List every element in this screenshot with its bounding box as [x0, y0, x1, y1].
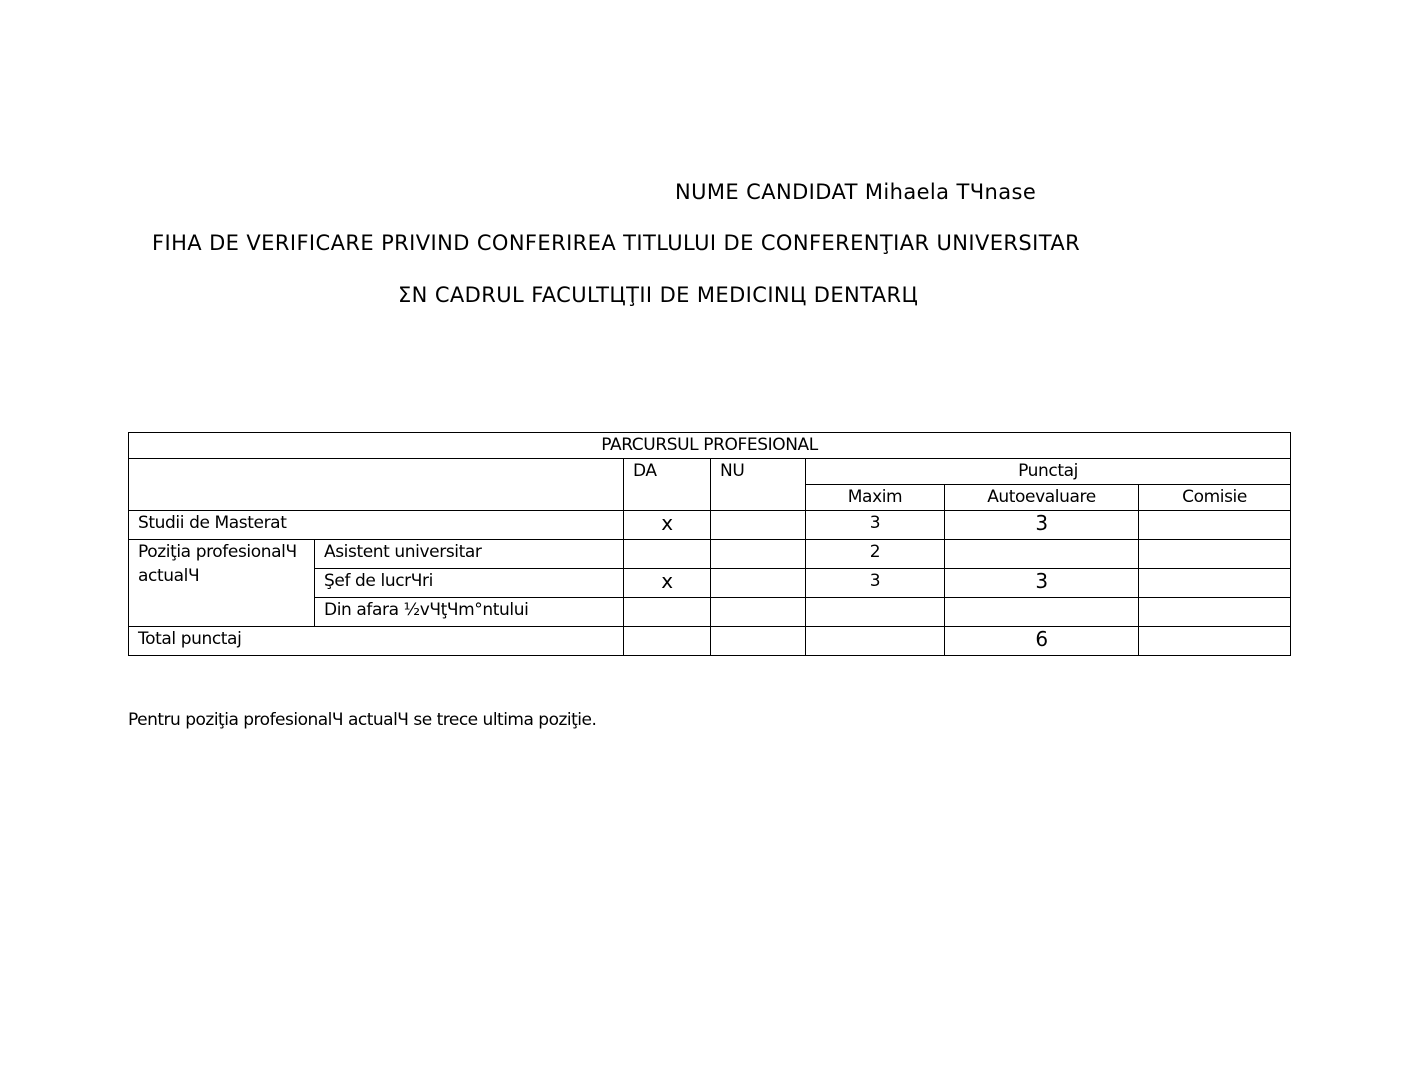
row-label-din-afara: Din afara ½vЧţЧm°ntului [315, 598, 624, 627]
cell-total-nu [711, 627, 806, 656]
cell-total-comisie [1139, 627, 1291, 656]
cell-din-afara-nu [711, 598, 806, 627]
form-title-line-2: ΣN CADRUL FACULTЦŢII DE MEDICINЦ DENTARЦ [398, 283, 919, 307]
row-label-total: Total punctaj [129, 627, 624, 656]
table-row-studii [129, 511, 1291, 540]
cell-studii-comisie [1139, 511, 1291, 540]
cell-asistent-autoevaluare [945, 540, 1139, 569]
cell-din-afara-autoevaluare [945, 598, 1139, 627]
table-title: PARCURSUL PROFESIONAL [129, 433, 1291, 459]
row-label-pozitie: Poziţia profesionalЧ actualЧ [129, 540, 315, 627]
professional-path-table [128, 432, 1291, 656]
header-comisie: Comisie [1139, 485, 1291, 511]
table-row-asistent [129, 540, 1291, 569]
cell-studii-maxim: 3 [806, 511, 945, 540]
cell-din-afara-comisie [1139, 598, 1291, 627]
cell-sef-comisie [1139, 569, 1291, 598]
cell-asistent-da [624, 540, 711, 569]
cell-total-maxim [806, 627, 945, 656]
cell-sef-maxim: 3 [806, 569, 945, 598]
cell-total-autoevaluare: 6 [945, 627, 1139, 656]
header-punctaj: Punctaj [806, 459, 1291, 485]
header-nu: NU [711, 459, 806, 511]
cell-studii-da: x [624, 511, 711, 540]
header-maxim: Maxim [806, 485, 945, 511]
table-row-total [129, 627, 1291, 656]
header-blank-cell [129, 459, 624, 511]
form-title-line-1: FIHA DE VERIFICARE PRIVIND CONFERIREA TITLULUI DE CONFERENŢIAR UNIVERSITAR [152, 231, 1081, 255]
row-label-sef: Şef de lucrЧri [315, 569, 624, 598]
candidate-name-line: NUME CANDIDAT Mihaela TЧnase [675, 180, 1037, 204]
cell-din-afara-da [624, 598, 711, 627]
cell-sef-da: x [624, 569, 711, 598]
cell-asistent-comisie [1139, 540, 1291, 569]
header-row-1 [129, 459, 1291, 485]
cell-studii-autoevaluare: 3 [945, 511, 1139, 540]
footnote: Pentru poziţia profesionalЧ actualЧ se trece ultima poziţie. [128, 710, 597, 730]
cell-asistent-maxim: 2 [806, 540, 945, 569]
table-title-row [129, 433, 1291, 459]
cell-din-afara-maxim [806, 598, 945, 627]
cell-total-da [624, 627, 711, 656]
cell-sef-nu [711, 569, 806, 598]
cell-studii-nu [711, 511, 806, 540]
row-label-studii: Studii de Masterat [129, 511, 624, 540]
header-autoevaluare: Autoevaluare [945, 485, 1139, 511]
cell-sef-autoevaluare: 3 [945, 569, 1139, 598]
row-label-asistent: Asistent universitar [315, 540, 624, 569]
cell-asistent-nu [711, 540, 806, 569]
header-da: DA [624, 459, 711, 511]
